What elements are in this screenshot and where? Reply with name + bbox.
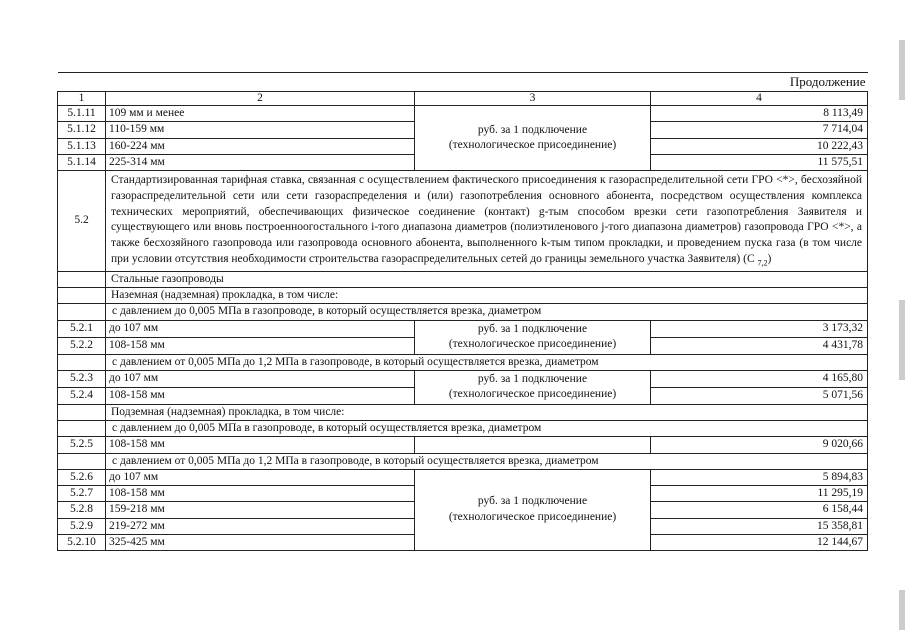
row-value: 9 020,66 (651, 437, 868, 453)
pressure-row (58, 421, 868, 437)
scan-edge-mark (899, 590, 905, 630)
tariff-sheet (57, 72, 867, 551)
row-value: 12 144,67 (651, 534, 868, 550)
row-label: 160-224 мм (106, 138, 415, 154)
row-label: 110-159 мм (106, 122, 415, 138)
subsection-row (58, 288, 868, 304)
table-row (58, 106, 868, 122)
continuation-row (58, 73, 868, 92)
unit-cell (415, 469, 651, 550)
row-number: 5.2.9 (58, 518, 106, 534)
row-value: 6 158,44 (651, 502, 868, 518)
row-label: до 107 мм (106, 320, 415, 337)
unit-line-2: (технологическое присоединение) (448, 338, 617, 351)
row-number: 5.2.2 (58, 337, 106, 354)
row-value: 10 222,43 (651, 138, 868, 154)
pressure-row (58, 304, 868, 320)
row-value: 15 358,81 (651, 518, 868, 534)
unit-line-2: (технологическое присоединение) (448, 510, 617, 523)
column-header-3: 3 (415, 91, 651, 105)
row-label: 219-272 мм (106, 518, 415, 534)
row-label: 108-158 мм (106, 387, 415, 404)
row-value: 8 113,49 (651, 106, 868, 122)
row-label: до 107 мм (106, 469, 415, 485)
subsection-row (58, 272, 868, 288)
column-header-4: 4 (651, 91, 868, 105)
row-label: 108-158 мм (106, 337, 415, 354)
row-label: 225-314 мм (106, 154, 415, 170)
column-header-row (58, 91, 868, 105)
row-number: 5.2.6 (58, 469, 106, 485)
section-text: Стандартизированная тарифная ставка, связанная с осуществлением фактического присоединения к газораспределительной сети ГРО <*>, бесхозяйной газораспределительной сети или сети газораспределения и (или) газопотребления основного абонента, посредством осуществления комплекса технических мероприятий, обеспечивающих физическое соединение (контакт) g-тым способом врезки сети газопотребления Заявителя и существующего или вновь построенноогостального i-того диапазона диаметров (полиэтиленового j-того диапазона диаметров) газопровода ГРО <*>, а также бесхозяйного газопровода или газопровода основного абонента, выполненного k-тым типом прокладки, и проведением пуска газа (в том числе при условии отсутствия необходимости строительства газораспределительных сетей до границы земельного участка Заявителя) (С (111, 174, 863, 265)
row-number: 5.1.14 (58, 154, 106, 170)
tariff-table (57, 72, 868, 551)
row-value: 4 431,78 (651, 337, 868, 354)
column-header-1: 1 (58, 91, 106, 105)
row-label: 108-158 мм (106, 437, 415, 453)
row-number: 5.2.8 (58, 502, 106, 518)
unit-cell (415, 320, 651, 354)
steel-pipelines-heading: Стальные газопроводы (106, 272, 868, 288)
unit-cell (415, 106, 651, 171)
continuation-caption: Продолжение (58, 73, 868, 92)
subsection-row (58, 404, 868, 420)
above-ground-heading: Наземная (надземная) прокладка, в том числе: (106, 288, 868, 304)
row-value: 4 165,80 (651, 370, 868, 387)
row-number: 5.2.1 (58, 320, 106, 337)
row-number: 5.2.3 (58, 370, 106, 387)
section-number: 5.2 (58, 171, 106, 272)
underground-heading: Подземная (надземная) прокладка, в том числе: (106, 404, 868, 420)
table-row (58, 370, 868, 387)
row-label: до 107 мм (106, 370, 415, 387)
column-header-2: 2 (106, 91, 415, 105)
table-row (58, 469, 868, 485)
pressure-row (58, 354, 868, 370)
pressure-low-heading: с давлением до 0,005 МПа в газопроводе, в который осуществляется врезка, диаметром (106, 304, 868, 320)
row-value: 3 173,32 (651, 320, 868, 337)
section-description (106, 171, 868, 272)
row-value: 11 295,19 (651, 486, 868, 502)
row-label: 325-425 мм (106, 534, 415, 550)
row-number: 5.2.7 (58, 486, 106, 502)
table-row (58, 320, 868, 337)
unit-line-1: руб. за 1 подключение (477, 123, 588, 136)
unit-cell (415, 370, 651, 404)
unit-line-1: руб. за 1 подключение (477, 495, 588, 508)
row-number: 5.2.5 (58, 437, 106, 453)
pressure-high-heading: с давлением от 0,005 МПа до 1,2 МПа в газопроводе, в который осуществляется врезка, диаметром (106, 354, 868, 370)
row-label: 109 мм и менее (106, 106, 415, 122)
row-number: 5.1.12 (58, 122, 106, 138)
unit-line-1: руб. за 1 подключение (477, 372, 588, 385)
pressure-high-heading-2: с давлением от 0,005 МПа до 1,2 МПа в газопроводе, в который осуществляется врезка, диаметром (106, 453, 868, 469)
unit-line-1: руб. за 1 подключение (477, 322, 588, 335)
unit-line-2: (технологическое присоединение) (448, 139, 617, 152)
scan-edge-mark (899, 40, 905, 100)
unit-line-2: (технологическое присоединение) (448, 388, 617, 401)
row-number: 5.2.4 (58, 387, 106, 404)
table-row (58, 437, 868, 453)
pressure-low-heading-2: с давлением до 0,005 МПа в газопроводе, в который осуществляется врезка, диаметром (106, 421, 868, 437)
unit-cell-empty (415, 437, 651, 453)
row-label: 108-158 мм (106, 486, 415, 502)
row-value: 7 714,04 (651, 122, 868, 138)
row-value: 5 071,56 (651, 387, 868, 404)
section-tail: ) (767, 252, 772, 265)
row-value: 5 894,83 (651, 469, 868, 485)
pressure-row (58, 453, 868, 469)
row-label: 159-218 мм (106, 502, 415, 518)
scan-edge-mark (899, 300, 905, 380)
row-number: 5.1.11 (58, 106, 106, 122)
section-subscript: 7,2 (757, 258, 768, 268)
row-number: 5.2.10 (58, 534, 106, 550)
row-value: 11 575,51 (651, 154, 868, 170)
section-5-2-row (58, 171, 868, 272)
row-number: 5.1.13 (58, 138, 106, 154)
